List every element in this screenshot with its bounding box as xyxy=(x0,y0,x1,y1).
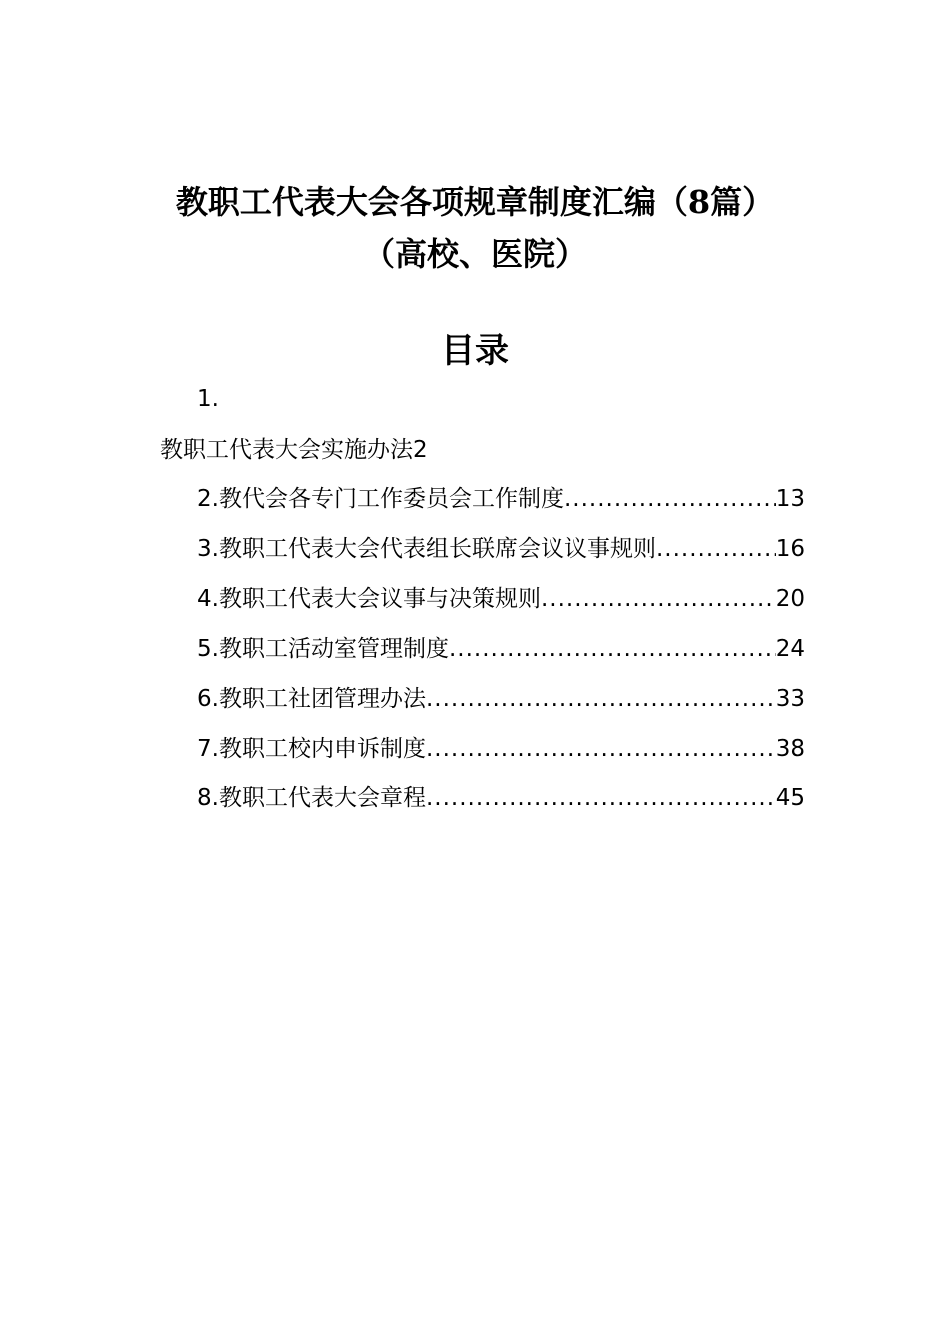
document-subtitle: （高校、医院） xyxy=(362,235,587,273)
toc-entry-page: 45 xyxy=(775,785,805,811)
toc-dot-leader xyxy=(426,684,776,714)
toc-entry-page: 13 xyxy=(775,486,805,512)
toc-entry-number: 1. xyxy=(197,386,219,412)
toc-entry-page: 16 xyxy=(775,536,805,562)
toc-entry-7[interactable] xyxy=(197,734,805,764)
toc-entry-5[interactable] xyxy=(197,634,805,664)
toc-entry-page: 38 xyxy=(775,736,805,762)
toc-dot-leader xyxy=(656,534,776,564)
toc-entry-page: 20 xyxy=(775,586,805,612)
document-title: 教职工代表大会各项规章制度汇编（8篇） xyxy=(175,183,775,221)
toc-entry-label: 5.教职工活动室管理制度 xyxy=(197,636,449,662)
toc-entry-label: 7.教职工校内申诉制度 xyxy=(197,736,426,762)
toc-entry-2[interactable] xyxy=(197,484,805,514)
toc-dot-leader xyxy=(564,484,776,514)
toc-entry-label: 教职工代表大会实施办法 xyxy=(160,437,413,463)
toc-entry-8[interactable] xyxy=(197,783,805,813)
toc-entry-4[interactable] xyxy=(197,584,805,614)
toc-entry-label: 8.教职工代表大会章程 xyxy=(197,785,426,811)
toc-dot-leader xyxy=(426,783,776,813)
toc-entry-page: 24 xyxy=(775,636,805,662)
toc-dot-leader xyxy=(449,634,776,664)
toc-entry-label: 3.教职工代表大会代表组长联席会议议事规则 xyxy=(197,536,656,562)
toc-entry-page: 33 xyxy=(775,686,805,712)
toc-dot-leader xyxy=(426,734,776,764)
toc-entry-label-with-page xyxy=(160,436,428,464)
toc-entry-label: 4.教职工代表大会议事与决策规则 xyxy=(197,586,541,612)
toc-entry-6[interactable] xyxy=(197,684,805,714)
toc-entry-3[interactable] xyxy=(197,534,805,564)
toc-entry-label: 2.教代会各专门工作委员会工作制度 xyxy=(197,486,564,512)
toc-dot-leader xyxy=(541,584,776,614)
toc-entry-page: 2 xyxy=(413,437,428,463)
toc-heading: 目录 xyxy=(441,331,509,371)
toc-entry-label: 6.教职工社团管理办法 xyxy=(197,686,426,712)
